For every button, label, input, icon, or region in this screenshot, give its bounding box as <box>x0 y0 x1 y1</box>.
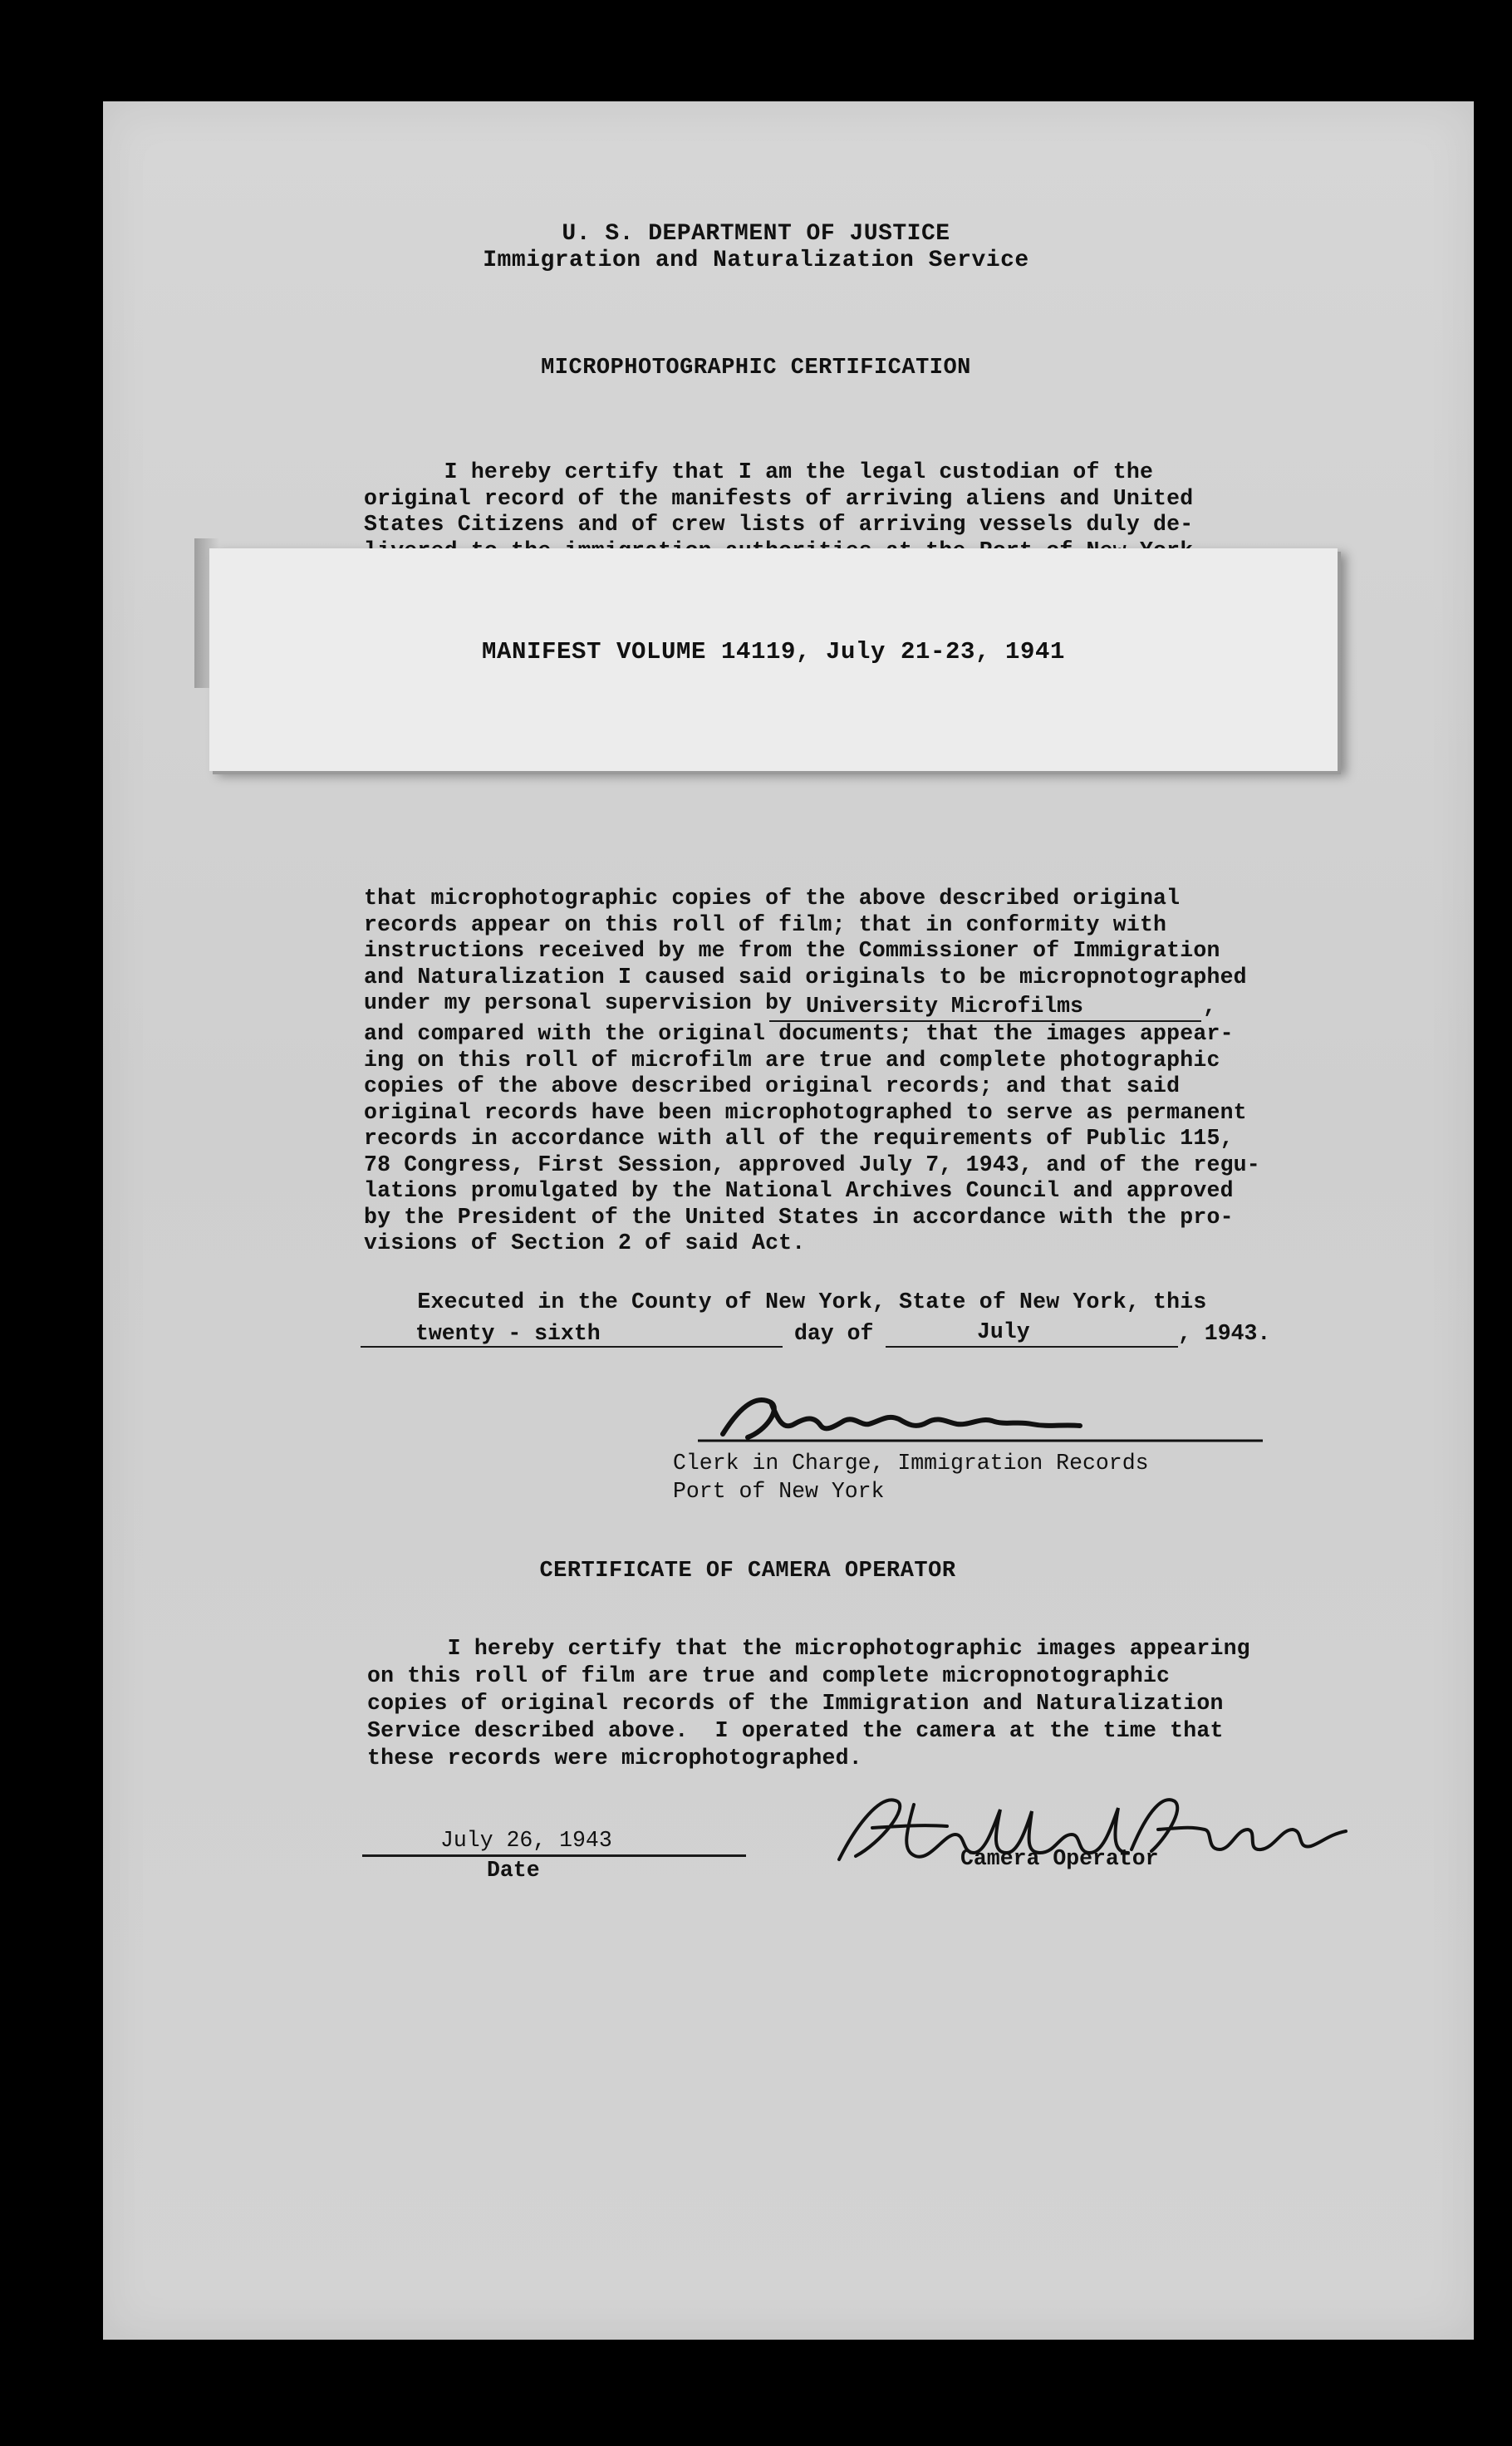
manifest-volume-text: MANIFEST VOLUME 14119, July 21-23, 1941 <box>481 638 1066 666</box>
body-paragraph-a: that microphotographic copies of the above described original records appear on this roll of film; that in conformity with instructions received by me from the Commissioner of Immigration and Naturalization I caused said originals to be micropnotographed under my personal supervision by <box>364 886 1247 1015</box>
intro-paragraph: I hereby certify that I am the legal custodian of the original record of the manifests of arriving aliens and United States Citizens and of crew lists of arriving vessels duly de- <box>364 459 1194 537</box>
service-heading: Immigration and Naturalization Service <box>483 248 1029 273</box>
camera-date-label: Date <box>487 1858 540 1883</box>
camera-date-value: July 26, 1943 <box>440 1828 612 1853</box>
executed-day-of-label: day of <box>794 1321 874 1346</box>
document-title: MICROPHOTOGRAPHIC CERTIFICATION <box>541 356 971 381</box>
executed-statement: Executed in the County of New York, State of New York, this <box>364 1289 1207 1314</box>
supervisor-name: University Microfilms <box>806 994 1083 1019</box>
supervisor-comma: , <box>1203 994 1216 1019</box>
executed-month-value: July <box>977 1319 1030 1344</box>
camera-certificate-paragraph: I hereby certify that the microphotographic images appearing on this roll of film are true and complete micropnotographic copies of original records of the Immigration and Naturalization Service described above. I operated the camera at the time that these records were microphotographed. <box>367 1636 1250 1771</box>
executed-day-value: twenty - sixth <box>415 1321 601 1346</box>
clerk-title: Clerk in Charge, Immigration Records <box>673 1451 1149 1476</box>
executed-day-underline <box>361 1346 783 1348</box>
camera-certificate-title: CERTIFICATE OF CAMERA OPERATOR <box>539 1559 956 1584</box>
executed-year: , 1943. <box>1178 1321 1271 1346</box>
manifest-strip <box>209 548 1338 771</box>
clerk-signature <box>690 1383 1271 1454</box>
camera-date-underline <box>362 1854 746 1857</box>
camera-operator-label: Camera Operator <box>960 1846 1159 1871</box>
body-paragraph-b: and compared with the original documents; that the images appear- ing on this roll of microfilm are true and complete photographic copies of the above described original records; and that said original records have been microphotographed to serve as permanent records in accordance with all of the requirements of Public 115, 78 Congress, First Session, approved July 7, 1943, and of the regu- lations promulgated by the National Archives Council and approved by the President of the United States in accordance with the pro- visions of Section 2 of said Act. <box>364 1021 1260 1255</box>
department-heading: U. S. DEPARTMENT OF JUSTICE <box>562 221 950 247</box>
clerk-location: Port of New York <box>673 1479 885 1504</box>
executed-month-underline <box>886 1346 1178 1348</box>
